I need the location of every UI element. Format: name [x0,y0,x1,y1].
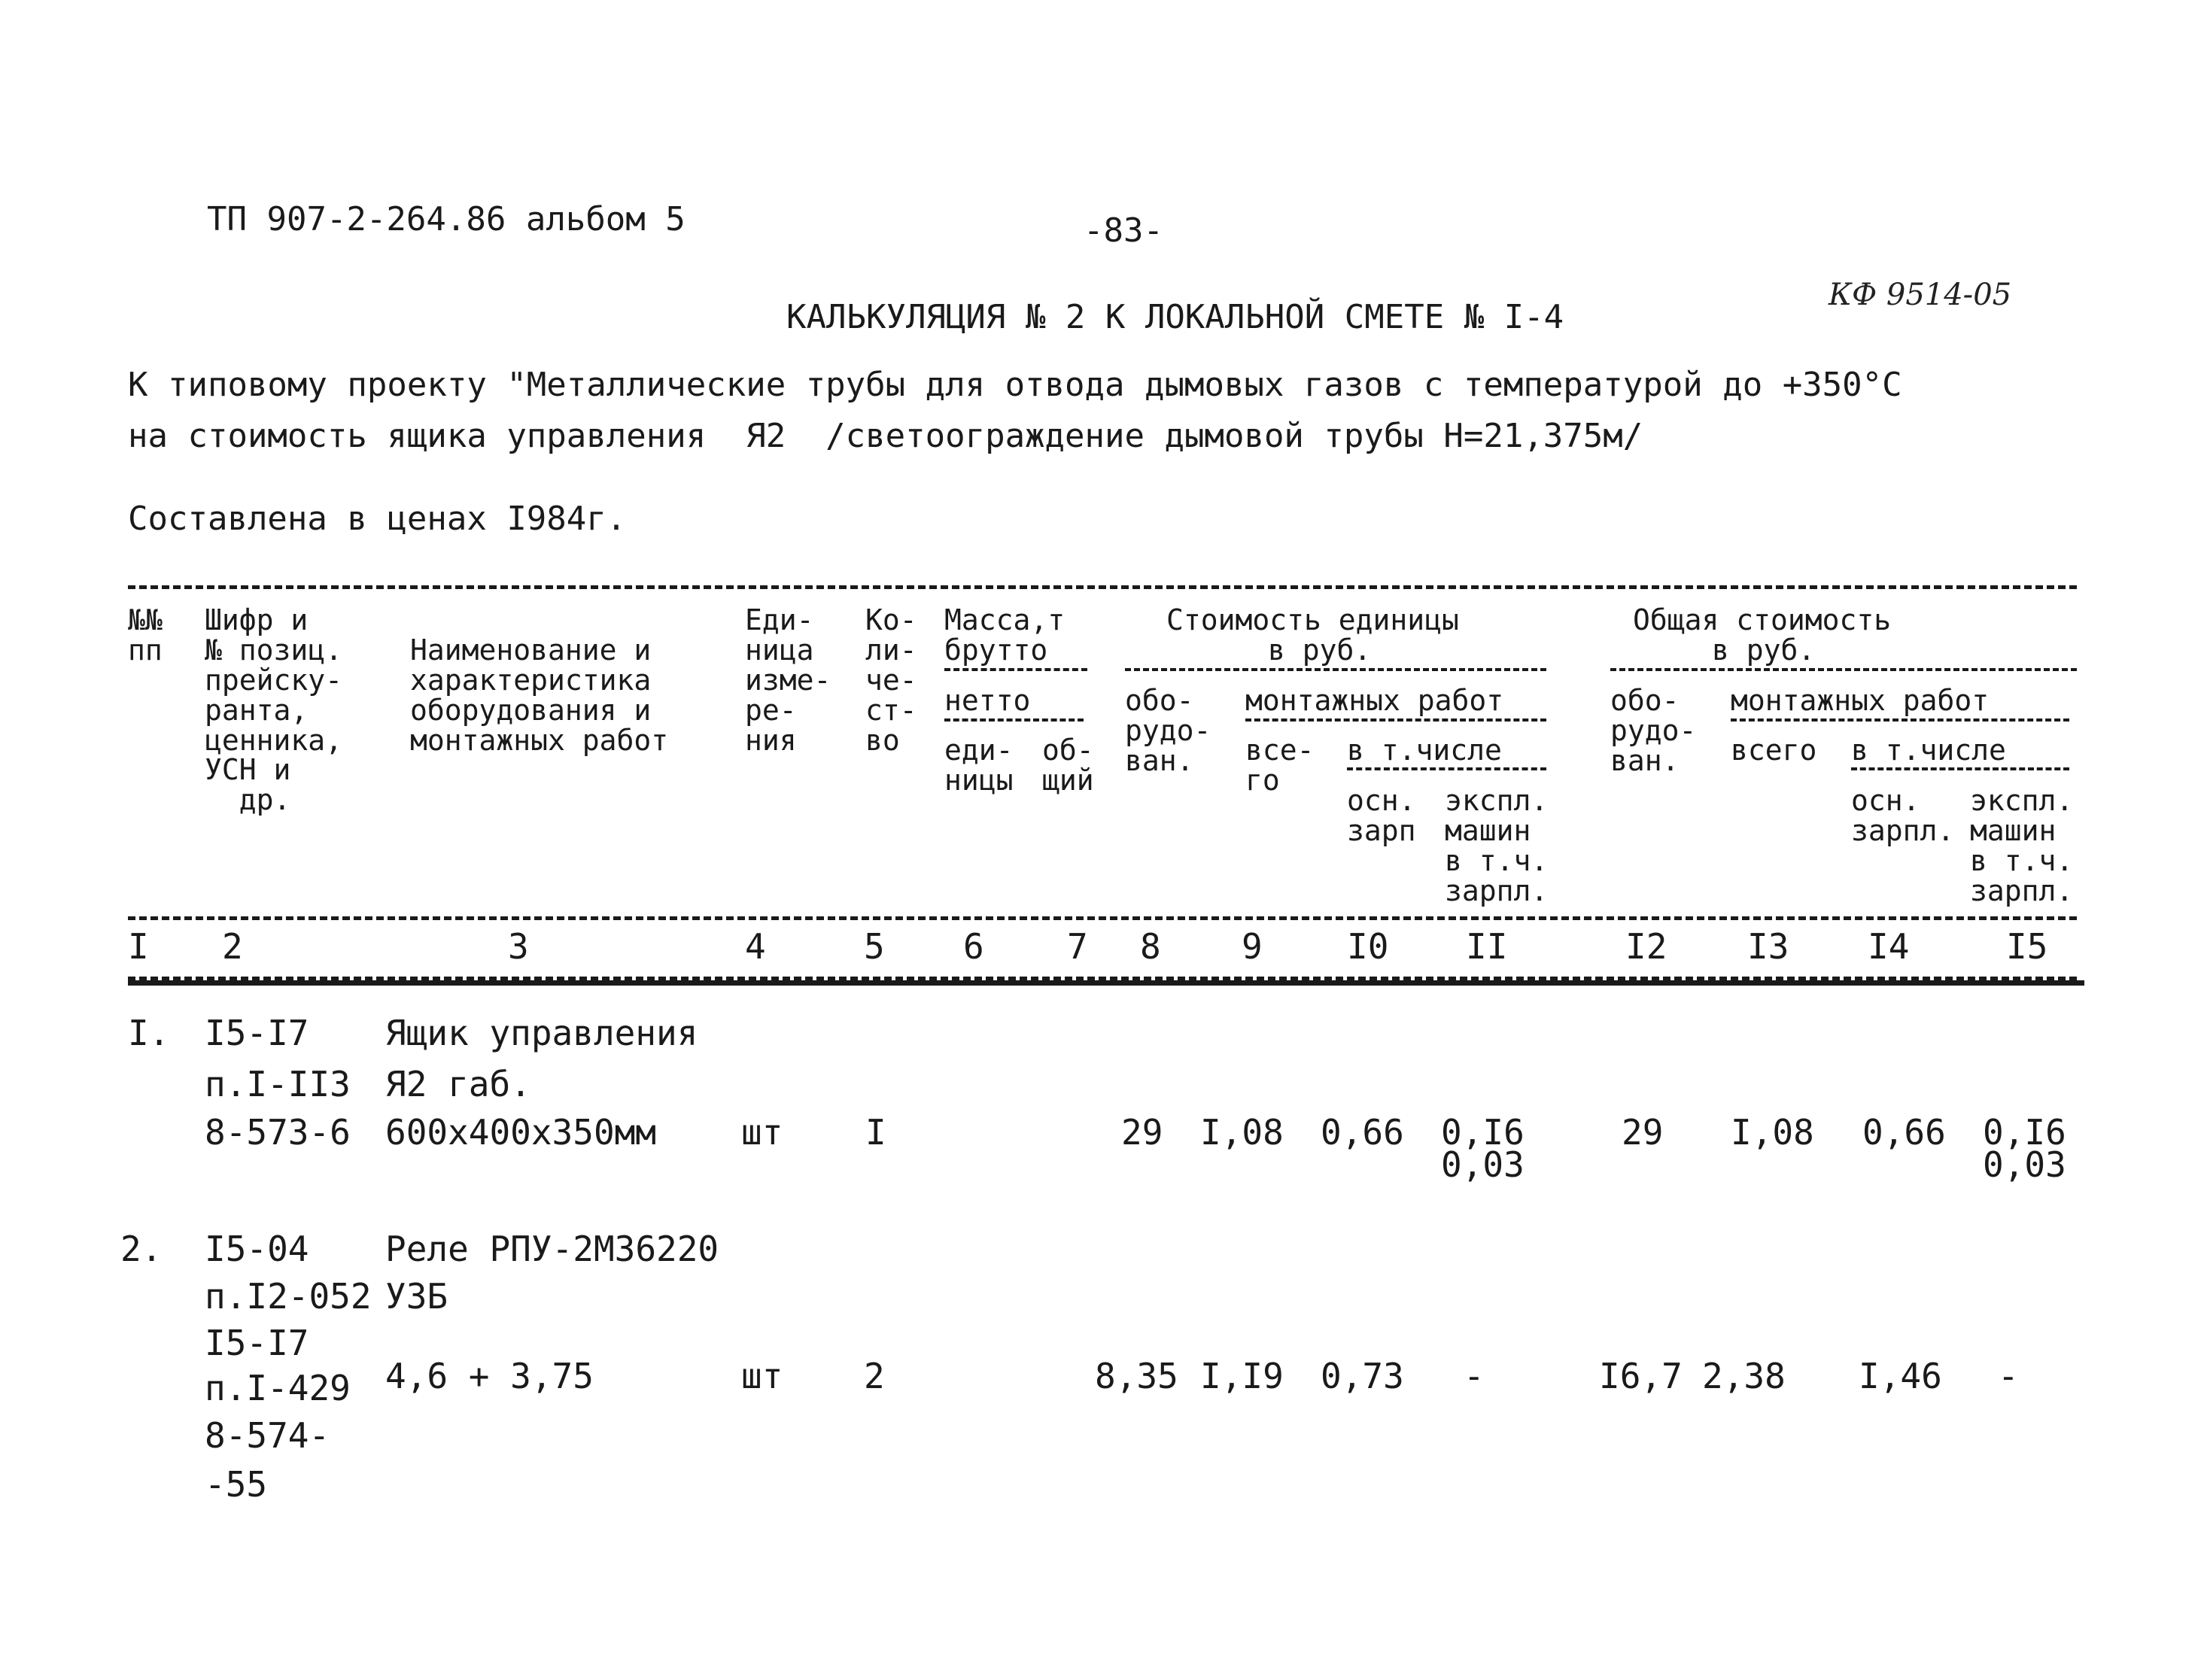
header-mass-netto: нетто [944,684,1031,717]
table-top-rule [128,585,2077,589]
column-number: I4 [1868,926,1910,967]
column-number: 8 [1140,926,1161,967]
total-machines-wage: 0,03 [1983,1144,2066,1185]
header-col-14: осн. зарпл. [1851,784,1955,847]
header-col-8: обо- рудо- ван. [1125,684,1211,777]
header-total-cost: Общая стоимость [1633,603,1892,636]
item-name: Реле РПУ-2М36220 [385,1229,719,1269]
item-name: Я2 габ. [385,1064,531,1104]
numbers-bottom-rule-solid [128,980,2084,986]
header-col-13: всего [1731,734,1817,767]
header-col-3: Наименование и характеристика оборудования и монтажных работ [410,633,669,757]
header-mount-works: монтажных работ [1245,684,1504,717]
project-line-2: на стоимость ящика управления Я2 /светоограждение дымовой трубы Н=21,375м/ [128,417,1643,455]
mount-total: I,I9 [1200,1356,1284,1396]
brutto-underline [944,668,1087,671]
column-number: II [1466,926,1508,967]
unit-value: шт [741,1356,783,1396]
position-code: п.I-429 [205,1368,351,1408]
column-number: I [128,926,149,967]
header-unit-cost-sub: в руб. [1268,633,1372,667]
header-col-2: Шифр и № позиц. прейску- ранта, ценника, УСН и др. [205,603,343,817]
position-code: I5-I7 [205,1013,309,1053]
prices-note: Составлена в ценах I984г. [128,500,627,538]
total-machines: 0,I6 [1983,1112,2066,1153]
header-incl: в т.числе [1347,734,1502,767]
album-reference: ТП 907-2-264.86 альбом 5 [207,200,686,238]
header-unit-cost: Стоимость единицы [1166,603,1459,636]
equipment-cost: 29 [1121,1112,1163,1153]
header-col-12: обо- рудо- ван. [1610,684,1697,777]
mount-works-underline [1245,718,1546,722]
total-equipment: I6,7 [1599,1356,1683,1396]
header-mount-works-2: монтажных работ [1731,684,1990,717]
header-col-7: об- щий [1042,734,1094,797]
quantity-value: I [865,1112,886,1153]
column-number: 2 [222,926,243,967]
header-col-4: Еди- ница изме- ре- ния [745,603,831,757]
header-incl-2: в т.числе [1851,734,2006,767]
header-col-15: экспл. машин в т.ч. зарпл. [1970,784,2074,907]
item-name: Ящик управления [385,1013,698,1053]
header-mass-group: Масса,т [944,603,1066,636]
column-number: 9 [1242,926,1263,967]
page-number: -83- [1084,211,1163,250]
machine-cost: 0,I6 [1441,1112,1525,1153]
header-col-6: еди- ницы [944,734,1014,797]
header-col-1: №№ пп [128,603,163,667]
netto-underline [944,718,1084,722]
column-number: I0 [1347,926,1389,967]
quantity-value: 2 [864,1356,885,1396]
base-wage: 0,73 [1321,1356,1404,1396]
header-bottom-rule [128,916,2077,920]
column-number: 3 [508,926,529,967]
total-equipment: 29 [1622,1112,1664,1153]
position-code: 8-573-6 [205,1112,351,1153]
total-wage: 0,66 [1862,1112,1946,1153]
unit-cost-underline [1125,668,1546,671]
base-wage: 0,66 [1321,1112,1404,1153]
equipment-cost: 8,35 [1095,1356,1178,1396]
position-code: -55 [205,1464,268,1505]
item-name: 600х400х350мм [385,1112,657,1153]
total-wage: I,46 [1859,1356,1942,1396]
handwritten-stamp: КФ 9514-05 [1829,278,2012,312]
column-number: 5 [864,926,885,967]
position-code: I5-04 [205,1229,309,1269]
column-number: I2 [1625,926,1667,967]
header-col-5: Ко- ли- че- ст- во [865,603,917,757]
item-name: 4,6 + 3,75 [385,1356,594,1396]
project-line-1: К типовому проекту "Металлические трубы для отвода дымовых газов с температурой до +350°С [128,366,1902,404]
item-name: У3Б [385,1276,448,1317]
header-col-11: экспл. машин в т.ч. зарпл. [1445,784,1549,907]
row-number: I. [128,1013,170,1053]
unit-value: шт [741,1112,783,1153]
machine-cost: - [1464,1356,1485,1396]
column-number: 4 [745,926,766,967]
total-cost-underline [1610,668,2077,671]
position-code: п.I2-052 [205,1276,372,1317]
total-machines: - [1998,1356,2019,1396]
machine-wage: 0,03 [1441,1144,1525,1185]
header-total-cost-sub: в руб. [1712,633,1816,667]
column-number: 7 [1067,926,1088,967]
column-number: I5 [2006,926,2048,967]
row-number: 2. [120,1229,163,1269]
header-col-10: осн. зарп [1347,784,1416,847]
mount-total: I,08 [1200,1112,1284,1153]
incl-underline [1347,767,1546,770]
position-code: 8-574- [205,1415,330,1456]
position-code: I5-I7 [205,1323,309,1363]
column-number: 6 [963,926,984,967]
total-mount: I,08 [1731,1112,1814,1153]
document-title: КАЛЬКУЛЯЦИЯ № 2 К ЛОКАЛЬНОЙ СМЕТЕ № I-4 [786,298,1564,336]
total-mount: 2,38 [1702,1356,1786,1396]
position-code: п.I-II3 [205,1064,351,1104]
header-mass-brutto: брутто [944,633,1048,667]
header-col-9: все- го [1245,734,1315,797]
incl-2-underline [1851,767,2069,770]
column-number: I3 [1747,926,1789,967]
mount-works-2-underline [1731,718,2069,722]
